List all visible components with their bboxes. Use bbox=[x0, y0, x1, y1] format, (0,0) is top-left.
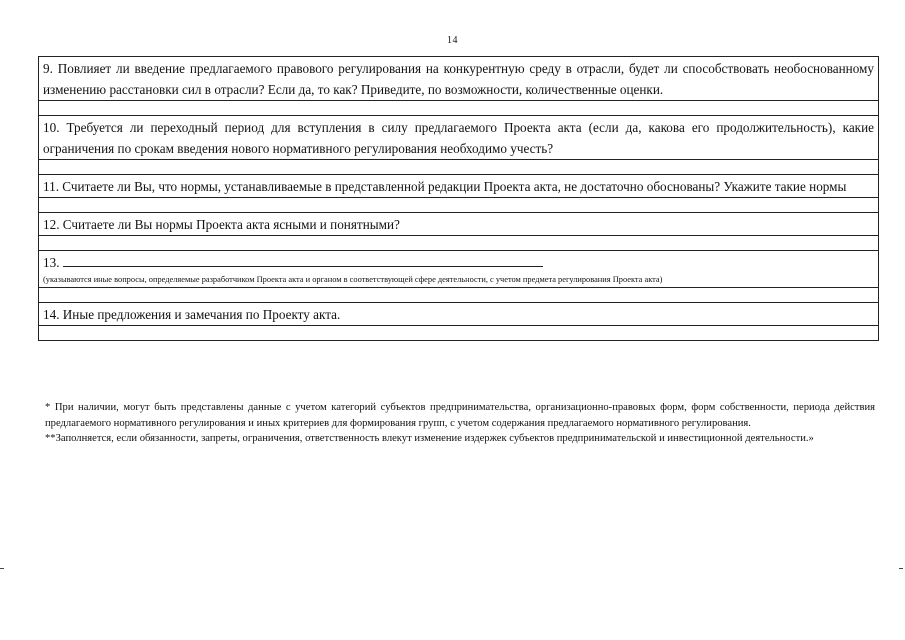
question-12-text: 12. Считаете ли Вы нормы Проекта акта ясными и понятными? bbox=[39, 213, 879, 236]
question-9-text: 9. Повлияет ли введение предлагаемого правового регулирования на конкурентную среду в отрасли, будет ли способствовать необоснованному изменению расстановки сил в отрасли? Если да, то как? Приведите, по возможности, количественные оценки. bbox=[39, 57, 879, 101]
question-13-blank-line[interactable] bbox=[63, 254, 543, 267]
answer-field-9[interactable] bbox=[39, 101, 879, 116]
question-row-9 bbox=[39, 57, 879, 101]
question-13-number: 13. bbox=[43, 255, 60, 270]
answer-row-11 bbox=[39, 198, 879, 213]
right-edge-mark bbox=[899, 568, 903, 569]
question-row-14 bbox=[39, 303, 879, 326]
questionnaire-table bbox=[38, 56, 879, 341]
footnote-2: **Заполняется, если обязанности, запреты, ограничения, ответственность влекут изменение издержек субъектов предпринимательской и инвестиционной деятельности.» bbox=[45, 433, 814, 444]
question-13-note: (указываются иные вопросы, определяемые разработчиком Проекта акта и органом в соответствующей сфере деятельности, с учетом предмета регулирования Проекта акта) bbox=[43, 275, 663, 284]
question-11-text: 11. Считаете ли Вы, что нормы, устанавливаемые в представленной редакции Проекта акта, не достаточно обоснованы? Укажите такие нормы bbox=[39, 175, 879, 198]
question-row-11 bbox=[39, 175, 879, 198]
answer-row-10 bbox=[39, 160, 879, 175]
question-row-13 bbox=[39, 251, 879, 288]
question-row-12 bbox=[39, 213, 879, 236]
footnote-1: * При наличии, могут быть представлены данные с учетом категорий субъектов предпринимательства, организационно-правовых форм, форм собственности, периода действия предлагаемого нормативного регулирования и иных критериев для формирования групп, с учетом содержания предлагаемого нормативного регулирования. bbox=[45, 402, 875, 429]
question-10-text: 10. Требуется ли переходный период для вступления в силу предлагаемого Проекта акта (если да, какова его продолжительность), какие ограничения по срокам введения нового нормативного регулирования необходимо учесть? bbox=[39, 116, 879, 160]
answer-row-13 bbox=[39, 288, 879, 303]
answer-field-10[interactable] bbox=[39, 160, 879, 175]
answer-field-11[interactable] bbox=[39, 198, 879, 213]
answer-field-14[interactable] bbox=[39, 326, 879, 341]
question-13-cell bbox=[39, 251, 879, 288]
answer-row-9 bbox=[39, 101, 879, 116]
answer-row-14 bbox=[39, 326, 879, 341]
question-row-10 bbox=[39, 116, 879, 160]
question-14-text: 14. Иные предложения и замечания по Проекту акта. bbox=[39, 303, 879, 326]
answer-field-12[interactable] bbox=[39, 236, 879, 251]
footnotes bbox=[45, 400, 875, 447]
page-number: 14 bbox=[447, 35, 458, 46]
left-edge-mark bbox=[0, 568, 4, 569]
answer-field-13[interactable] bbox=[39, 288, 879, 303]
answer-row-12 bbox=[39, 236, 879, 251]
